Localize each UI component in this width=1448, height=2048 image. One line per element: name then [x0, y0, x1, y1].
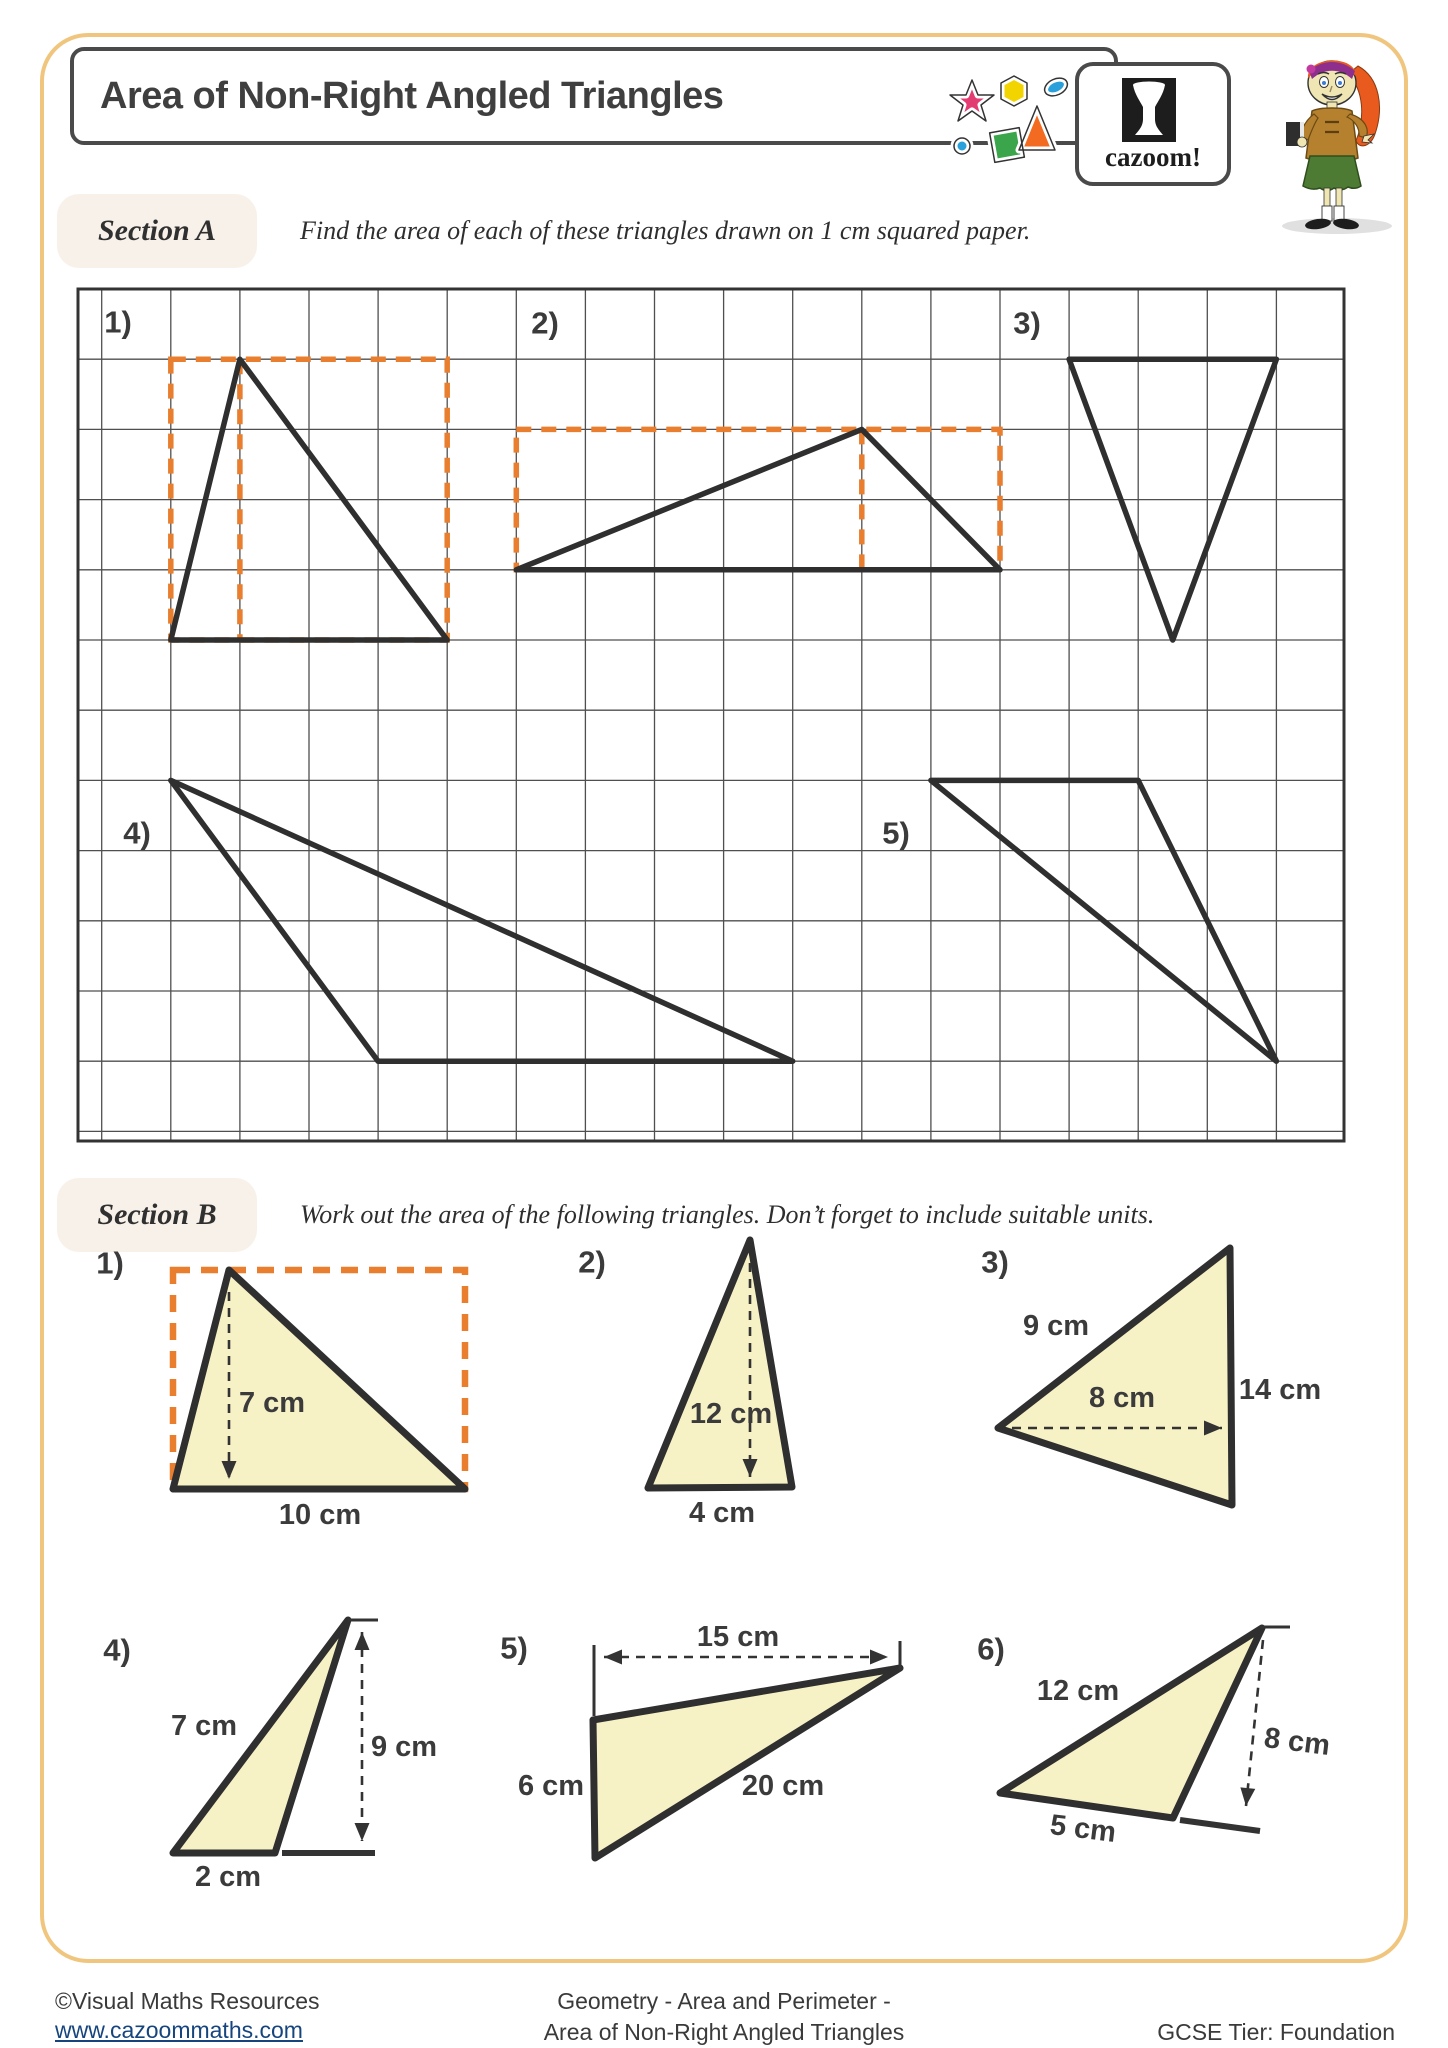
svg-text:5 cm: 5 cm — [1048, 1809, 1118, 1849]
svg-text:12 cm: 12 cm — [1036, 1675, 1120, 1707]
svg-text:4 cm: 4 cm — [688, 1497, 756, 1529]
svg-text:5): 5) — [500, 1630, 528, 1666]
footer-website-link[interactable]: www.cazoommaths.com — [55, 2017, 303, 2043]
grid-problem-3 — [1013, 306, 1276, 641]
svg-text:7 cm: 7 cm — [238, 1387, 306, 1419]
svg-text:2): 2) — [578, 1244, 606, 1280]
problem-b2 — [578, 1240, 792, 1529]
footer-copyright: ©Visual Maths Resources — [55, 1988, 320, 2014]
svg-text:2 cm: 2 cm — [194, 1861, 262, 1893]
section-b-label: Section B — [57, 1178, 257, 1252]
problem-b5 — [500, 1621, 900, 1858]
cazoom-logo-label: cazoom! — [1105, 142, 1201, 172]
svg-text:12 cm: 12 cm — [689, 1398, 773, 1430]
page-title: Area of Non-Right Angled Triangles — [100, 75, 724, 117]
svg-text:10 cm: 10 cm — [278, 1499, 362, 1531]
svg-text:1): 1) — [104, 304, 132, 340]
svg-text:14 cm: 14 cm — [1238, 1374, 1322, 1406]
grid-problem-2 — [516, 306, 1000, 570]
section-a-instruction: Find the area of each of these triangles drawn on 1 cm squared paper. — [300, 216, 1031, 245]
problem-b6 — [977, 1627, 1332, 1849]
svg-text:5): 5) — [882, 815, 910, 851]
svg-text:20 cm: 20 cm — [741, 1770, 825, 1802]
svg-text:2): 2) — [531, 305, 559, 341]
svg-text:9 cm: 9 cm — [1022, 1310, 1090, 1342]
svg-text:6): 6) — [977, 1631, 1005, 1667]
section-b-instruction: Work out the area of the following triangles. Don’t forget to include suitable units. — [300, 1200, 1155, 1229]
svg-text:8 cm: 8 cm — [1262, 1722, 1332, 1762]
svg-text:3): 3) — [1013, 305, 1041, 341]
svg-text:8 cm: 8 cm — [1088, 1382, 1156, 1414]
problem-b1 — [96, 1246, 465, 1532]
svg-text:3): 3) — [981, 1244, 1009, 1280]
cm-grid — [78, 289, 1344, 1141]
svg-text:1): 1) — [96, 1245, 124, 1281]
svg-text:6 cm: 6 cm — [517, 1770, 585, 1802]
svg-text:4): 4) — [103, 1632, 131, 1668]
svg-text:7 cm: 7 cm — [170, 1710, 238, 1742]
svg-text:9 cm: 9 cm — [370, 1731, 438, 1763]
footer-topic-line1: Geometry - Area and Perimeter - — [557, 1988, 891, 2014]
footer-tier: GCSE Tier: Foundation — [1157, 2019, 1395, 2045]
svg-text:4): 4) — [123, 815, 151, 851]
footer-topic-line2: Area of Non-Right Angled Triangles — [543, 2019, 905, 2045]
problem-b3 — [981, 1245, 1321, 1506]
section-a-label: Section A — [57, 194, 257, 268]
svg-text:15 cm: 15 cm — [696, 1621, 780, 1653]
grid-problem-1 — [104, 305, 447, 641]
problem-b4 — [103, 1620, 437, 1893]
